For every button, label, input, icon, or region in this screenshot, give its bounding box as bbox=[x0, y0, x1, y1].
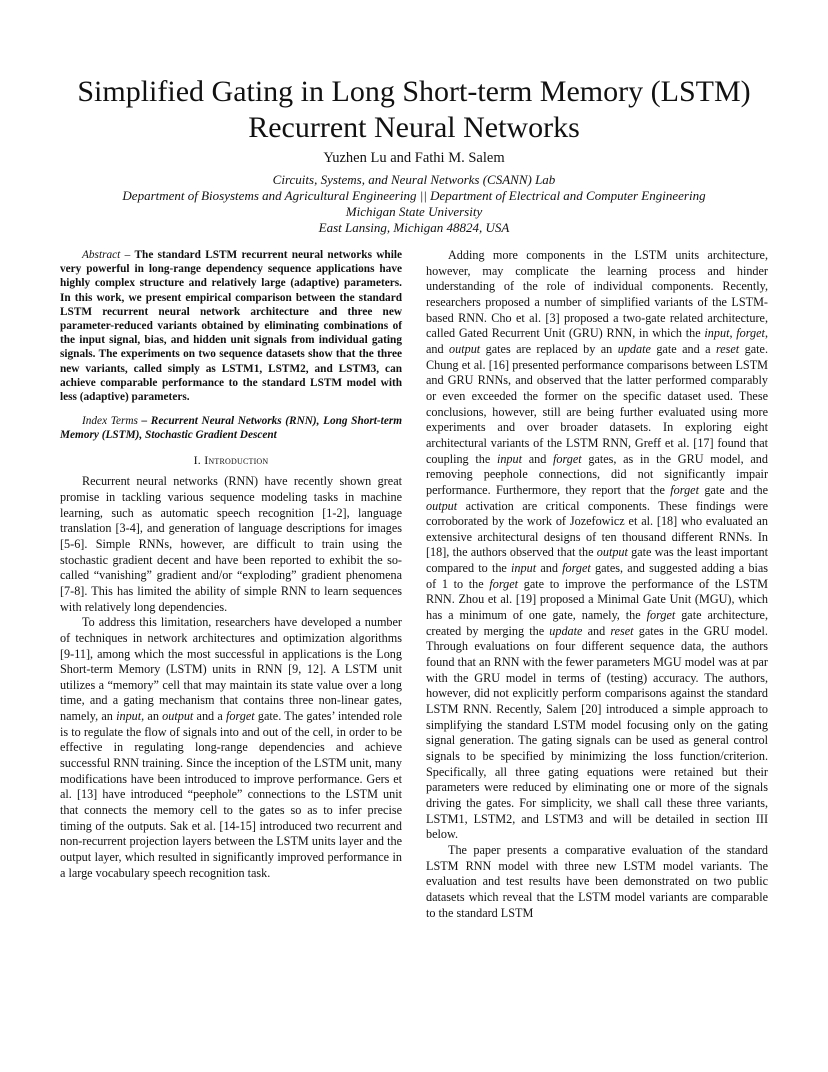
paragraph-intro-4: The paper presents a comparative evaluation of the standard LSTM RNN model with three new LSTM model variants. The evaluation and test results have been demonstrated on two public datasets which reveal that the LSTM model variants are comparable to the standard LSTM bbox=[426, 842, 768, 920]
paragraph-intro-3: Adding more components in the LSTM units architecture, however, may complicate the learning process and hinder understanding of the role of individual components. Recently, researchers proposed a number of simplified variants of the LSTM-based RNN. Cho et al. [3] proposed a two-gate related architecture, called Gated Recurrent Unit (GRU) RNN, in which the input, forget, and output gates are replaced by an update gate and a reset gate. Chung et al. [16] presented performance comparisons between LSTM and GRU RNNs, and observed that the latter performed comparably or even exceeded the former on the specific dataset used. These conclusions, however, still are being further evaluated using more experiments and over broader datasets. In exploring eight architectural variants of the LSTM RNN, Greff et al. [17] found that coupling the input and forget gates, as in the GRU model, and removing peephole connections, did not significantly impair performance. Furthermore, they report that the forget gate and the output activation are critical components. These findings were corroborated by the work of Jozefowicz et al. [18] who evaluated an extensive architectural designs of ten thousand different RNNs. In [18], the authors observed that the output gate was the least important compared to the input and forget gates, and suggested adding a bias of 1 to the forget gate to improve the performance of the LSTM RNN. Zhou et al. [19] proposed a Minimal Gate Unit (MGU), which has a minimum of one gate, namely, the forget gate architecture, created by merging the update and reset gates in the GRU model. Through evaluations on four different sequence data, the authors found that an RNN with the fewer parameters MGU model was at par with the GRU model in terms of (testing) accuracy. The authors, however, did not explicitly perform comparisons against the standard LSTM RNN. Recently, Salem [20] introduced a simple approach to simplifying the standard LSTM model focusing only on the gating signal generation. The gating signals can be used as general control signals to be specified by minimizing the loss function/criterion. Specifically, all three gating equations were retained but their parameters were reduced by eliminating one or more of the signals driving the gates. For simplicity, we shall call these three variants, LSTM1, LSTM2, and LSTM3 and will be detailed in section III below. bbox=[426, 248, 768, 842]
abstract-label: Abstract bbox=[82, 249, 121, 261]
index-terms: Index Terms – Recurrent Neural Networks (RNN), Long Short-term Memory (LSTM), Stochastic Gradient Descent bbox=[60, 415, 403, 442]
right-column bbox=[426, 248, 768, 921]
index-terms-text: Recurrent Neural Networks (RNN), Long Short-term Memory (LSTM), Stochastic Gradient Descent bbox=[60, 415, 403, 442]
affiliation-departments: Department of Biosystems and Agricultural Engineering || Department of Electrical and Computer Engineering bbox=[122, 188, 706, 203]
paragraph-intro-2: To address this limitation, researchers have developed a number of techniques in network architectures and optimization algorithms [9-11], among which the most successful in applications is the Long Short-term Memory (LSTM) units in RNN [9, 12]. A LSTM unit utilizes a “memory” cell that may maintain its state value over a long time, and a gating mechanism that contains three non-linear gates, namely, an input, an output and a forget gate. The gates’ intended role is to regulate the flow of signals into and out of the cell, in order to be effective in regulating long-range dependencies and achieve successful RNN training. Since the inception of the LSTM unit, many modifications have been introduced to improve performance. Gers et al. [13] have introduced “peephole” connections to the LSTM unit that connects the memory cell to the gates so as to infer precise timing of the outputs. Sak et al. [14-15] introduced two recurrent and non-recurrent projection layers between the LSTM units layer and the output layer, which resulted in significantly improved performance in a large vocabulary speech recognition task. bbox=[60, 615, 402, 880]
paper-title: Simplified Gating in Long Short-term Memory (LSTM) Recurrent Neural Networks bbox=[77, 75, 751, 144]
paragraph-intro-1: Recurrent neural networks (RNN) have recently shown great promise in tackling various sequence modeling tasks in machine learning, such as automatic speech recognition [1-2], language translation [3-4], and generation of language descriptions for images [5-6]. Simple RNNs, however, are difficult to train using the stochastic gradient decent and have been reported to exhibit the so-called “vanishing” gradient and/or “exploding” gradient phenomena [7-8]. This has limited the ability of simple RNN to learn sequences with relatively long dependencies. bbox=[60, 474, 402, 614]
abstract: Abstract – The standard LSTM recurrent neural networks while very powerful in long-range dependency sequence applications have highly complex structure and relatively large (adaptive) parameters. In this work, we present empirical comparison between the standard LSTM recurrent neural network architecture and three new parameter-reduced variants obtained by eliminating combinations of the input signal, bias, and hidden unit signals from individual gating signals. The experiments on two sequence datasets show that the three new variants, called simply as LSTM1, LSTM2, and LSTM3, can achieve comparable performance to the standard LSTM model with less (adaptive) parameters. bbox=[60, 249, 402, 404]
affiliation-university: Michigan State University bbox=[345, 204, 483, 219]
left-column bbox=[60, 248, 402, 881]
abstract-text: The standard LSTM recurrent neural networks while very powerful in long-range dependency sequence applications have highly complex structure and relatively large (adaptive) parameters. In this work, we present empirical comparison between the standard LSTM recurrent neural network architecture and three new parameter-reduced variants obtained by eliminating combinations of the input signal, bias, and hidden unit signals from individual gating signals. The experiments on two sequence datasets show that the three new variants, called simply as LSTM1, LSTM2, and LSTM3, can achieve comparable performance to the standard LSTM model with less (adaptive) parameters. bbox=[60, 249, 402, 404]
affiliation-lab: Circuits, Systems, and Neural Networks (CSANN) Lab bbox=[272, 172, 556, 187]
section-heading-introduction: I. Introduction bbox=[193, 452, 269, 467]
authors: Yuzhen Lu and Fathi M. Salem bbox=[323, 150, 505, 166]
affiliation-location: East Lansing, Michigan 48824, USA bbox=[318, 220, 510, 235]
affiliation bbox=[40, 172, 788, 236]
index-terms-label: Index Terms bbox=[82, 415, 138, 428]
